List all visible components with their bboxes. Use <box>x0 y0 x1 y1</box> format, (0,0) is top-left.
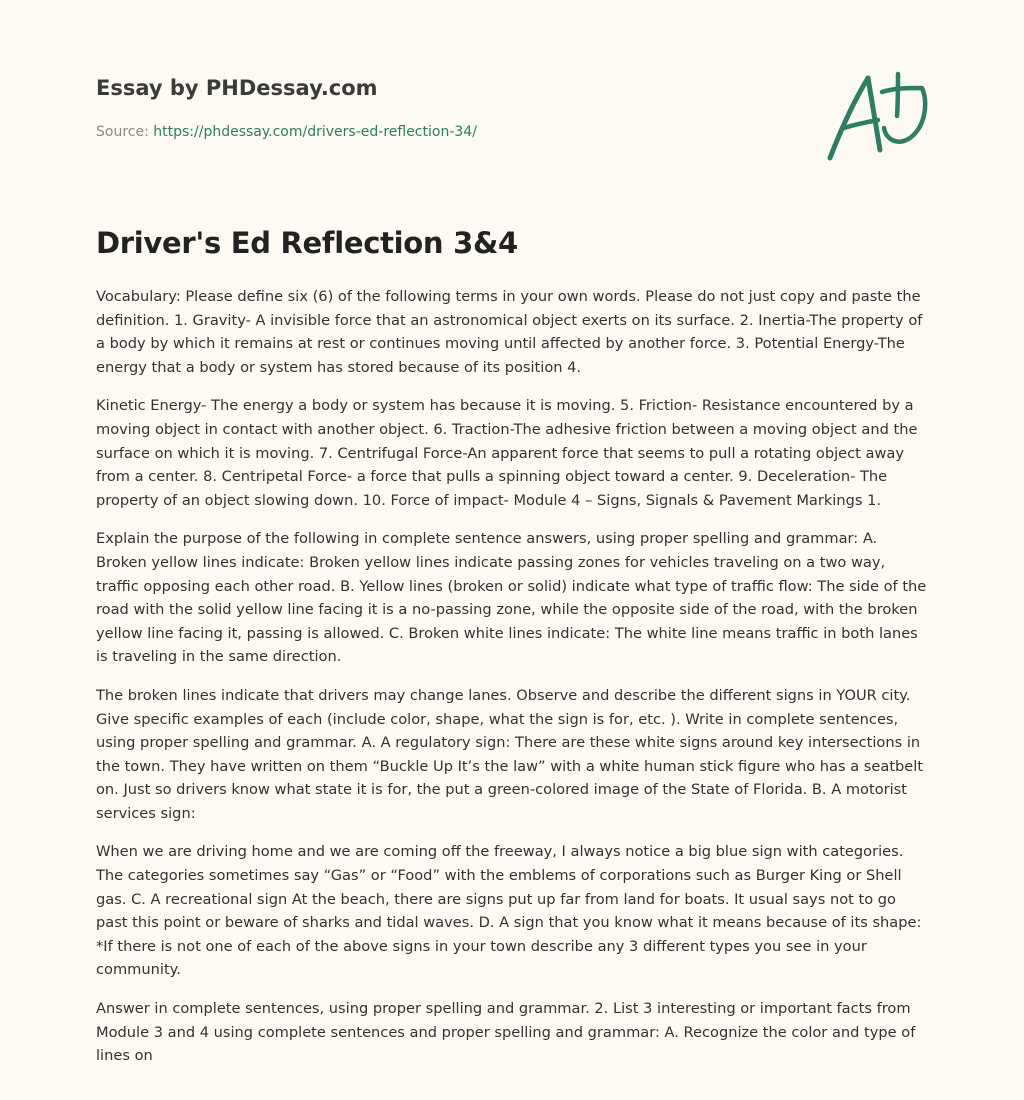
site-title: Essay by PHDessay.com <box>96 76 378 100</box>
paragraph: Vocabulary: Please define six (6) of the following terms in your own words. Please do not just copy and paste the definition. 1. Gravity- A invisible force that an astronomical object exerts on its surface. 2. Inertia-The property of a body by which it remains at rest or continues moving until affected by another force. 3. Potential Energy-The energy that a body or system has stored because of its position 4. <box>96 288 923 376</box>
paragraph: The broken lines indicate that drivers may change lanes. Observe and describe the different signs in YOUR city. Give specific examples of each (include color, shape, what the sign is for, etc. ). Write in complete sentences, using proper spelling and grammar. A. A regulatory sign: There are these white signs around key intersections in the town. They have written on them “Buckle Up It’s the law” with a white human stick figure who has a seatbelt on. Just so drivers know what state it is for, the put a green-colored image of the State of Florida. B. A motorist services sign: <box>96 686 924 822</box>
paragraph: Kinetic Energy- The energy a body or system has because it is moving. 5. Friction- Resistance encountered by a moving object in contact with another object. 6. Traction-The adhesive friction between a moving object and the surface on which it is moving. 7. Centrifugal Force-An apparent force that seems to pull a rotating object away from a center. 8. Centripetal Force- a force that pulls a spinning object toward a center. 9. Deceleration- The property of an object slowing down. 10. Force of impact- Module 4 – Signs, Signals & Pavement Markings 1. <box>96 397 918 509</box>
a-plus-grade-logo-icon <box>822 66 930 166</box>
paragraph: Explain the purpose of the following in complete sentence answers, using proper spelling and grammar: A. Broken yellow lines indicate: Broken yellow lines indicate passing zones for vehicles traveling on a two way, traffic opposing each other road. B. Yellow lines (broken or solid) indicate what type of traffic flow: The side of the road with the solid yellow line facing it is a no-passing zone, while the opposite side of the road, with the broken yellow line facing it, passing is allowed. C. Broken white lines indicate: The white line means traffic in both lanes is traveling in the same direction. <box>96 530 927 666</box>
document-body <box>96 285 932 1083</box>
source-label: Source: <box>96 124 149 140</box>
paragraph: Answer in complete sentences, using proper spelling and grammar. 2. List 3 interesting or important facts from Module 3 and 4 using complete sentences and proper spelling and grammar: A. Recognize the color and type of lines on <box>96 1000 916 1065</box>
document-title: Driver's Ed Reflection 3&4 <box>96 226 518 260</box>
paragraph: When we are driving home and we are coming off the freeway, I always notice a big blue sign with categories. The categories sometimes say “Gas” or “Food” with the emblems of corporations such as Burger King or Shell gas. C. A recreational sign At the beach, there are signs put up far from land for boats. It usual says not to go past this point or beware of sharks and tidal waves. D. A sign that you know what it means because of its shape: *If there is not one of each of the above signs in your town describe any 3 different types you see in your community. <box>96 843 922 979</box>
source-line <box>96 124 477 140</box>
source-link[interactable]: https://phdessay.com/drivers-ed-reflection-34/ <box>153 124 477 140</box>
